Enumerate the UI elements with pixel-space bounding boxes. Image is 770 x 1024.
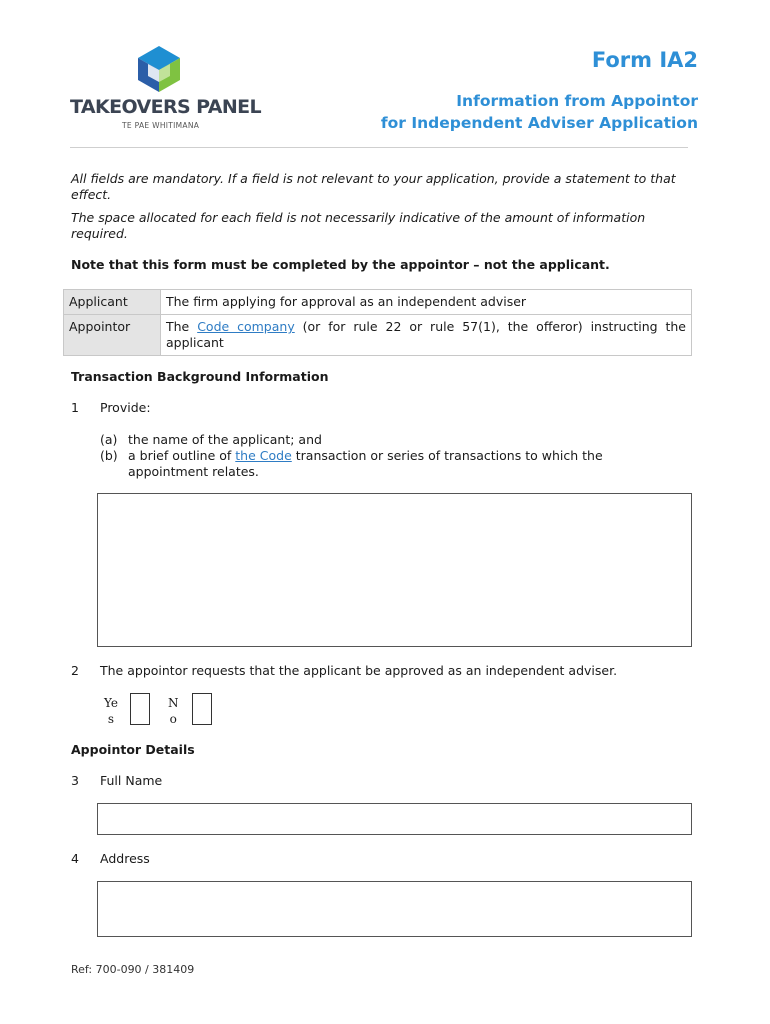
brand-name: TAKEOVERS PANEL [70, 96, 262, 118]
table-row [64, 290, 692, 315]
item-b-text [128, 448, 648, 480]
table-row [64, 315, 692, 356]
definitions-table [63, 289, 692, 356]
question-4-text: Address [100, 851, 150, 866]
form-subtitle [381, 90, 698, 134]
the-code-link[interactable]: the Code [235, 448, 292, 463]
item-b-label: (b) [100, 448, 118, 463]
no-checkbox[interactable] [192, 693, 212, 725]
address-field[interactable] [97, 881, 692, 937]
appointor-note: Note that this form must be completed by the appointor – not the applicant. [71, 257, 610, 272]
question-2-text: The appointor requests that the applicant be approved as an independent adviser. [100, 663, 618, 678]
mandatory-notice: All fields are mandatory. If a field is not relevant to your application, provide a statement to that effect. [71, 171, 676, 202]
item-a-text: the name of the applicant; and [128, 432, 322, 447]
no-label-part: N [168, 696, 179, 710]
item-b-pre: a brief outline of [128, 448, 236, 463]
term-applicant: Applicant [64, 290, 161, 315]
space-notice: The space allocated for each field is not necessarily indicative of the amount of information required. [71, 210, 646, 241]
yes-label-part: Ye [104, 696, 118, 710]
no-label [168, 695, 179, 727]
term-appointor: Appointor [64, 315, 161, 356]
form-id: Form IA2 [591, 48, 698, 72]
subtitle-line-2: for Independent Adviser Application [380, 114, 698, 132]
item-b-post: transaction or series of transactions to which the appointment relates. [128, 448, 603, 479]
item-a-label: (a) [100, 432, 118, 447]
document-reference: Ref: 700-090 / 381409 [71, 963, 195, 976]
header-divider [70, 147, 688, 148]
yes-checkbox[interactable] [130, 693, 150, 725]
question-number-2: 2 [71, 663, 79, 678]
no-label-part: o [169, 712, 177, 726]
desc-text: The [166, 319, 198, 334]
question-3-text: Full Name [100, 773, 163, 788]
question-1-text: Provide: [100, 400, 151, 415]
desc-applicant: The firm applying for approval as an independent adviser [161, 290, 692, 315]
full-name-field[interactable] [97, 803, 692, 835]
desc-text: (or for rule 22 or rule 57(1), the offeror) instructing the applicant [166, 319, 686, 350]
desc-appointor [161, 315, 692, 356]
question-number-4: 4 [71, 851, 79, 866]
code-company-link[interactable]: Code company [197, 319, 295, 334]
question-number-3: 3 [71, 773, 79, 788]
takeovers-panel-logo-icon [134, 44, 184, 94]
yes-label-part: s [107, 712, 115, 726]
question-number-1: 1 [71, 400, 79, 415]
section-heading-transaction: Transaction Background Information [71, 369, 329, 384]
transaction-background-field[interactable] [97, 493, 692, 647]
section-heading-appointor: Appointor Details [71, 742, 195, 757]
yes-label [104, 695, 118, 727]
subtitle-line-1: Information from Appointor [456, 92, 698, 110]
brand-subname: TE PAE WHITIMANA [122, 121, 200, 130]
